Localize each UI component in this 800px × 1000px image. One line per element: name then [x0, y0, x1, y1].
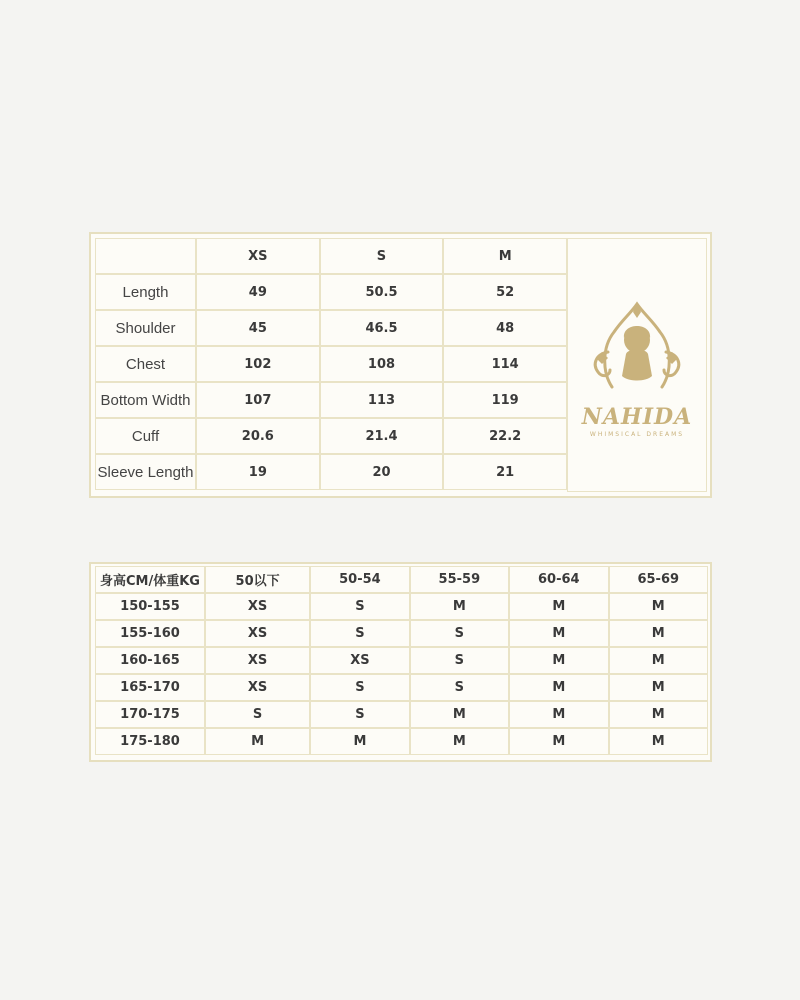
size-header-s: S [320, 238, 444, 274]
measurement-value: 22.2 [443, 418, 567, 454]
size-recommendation: S [410, 674, 509, 701]
size-recommendation: M [509, 728, 608, 755]
measurement-label: Chest [95, 346, 196, 382]
size-recommendation: M [410, 593, 509, 620]
measurement-label: Length [95, 274, 196, 310]
size-recommendation: S [205, 701, 310, 728]
size-recommendation: M [509, 620, 608, 647]
height-weight-header: 身高CM/体重KG [95, 566, 205, 593]
measurement-label: Sleeve Length [95, 454, 196, 490]
measurement-value: 113 [320, 382, 444, 418]
logo-wordmark: NAHIDA [581, 404, 693, 430]
measurement-value: 114 [443, 346, 567, 382]
table-row [95, 346, 567, 382]
measurement-label: Cuff [95, 418, 196, 454]
fit-chart-table [95, 566, 708, 755]
measurement-value: 52 [443, 274, 567, 310]
size-recommendation: M [509, 674, 608, 701]
measurement-value: 19 [196, 454, 320, 490]
size-recommendation: S [310, 674, 409, 701]
weight-range-header: 65-69 [609, 566, 709, 593]
size-recommendation: XS [205, 620, 310, 647]
table-row [95, 728, 708, 755]
measurement-value: 46.5 [320, 310, 444, 346]
table-row [95, 274, 567, 310]
weight-range-header: 60-64 [509, 566, 608, 593]
table-row [95, 701, 708, 728]
height-range-label: 170-175 [95, 701, 205, 728]
fit-chart-card [89, 562, 712, 762]
table-row [95, 310, 567, 346]
weight-range-header: 50-54 [310, 566, 409, 593]
table-row [95, 454, 567, 490]
size-header-m: M [443, 238, 567, 274]
measurement-value: 20.6 [196, 418, 320, 454]
size-recommendation: M [609, 701, 709, 728]
height-range-label: 160-165 [95, 647, 205, 674]
size-recommendation: M [509, 647, 608, 674]
weight-range-header: 50以下 [205, 566, 310, 593]
measurement-value: 45 [196, 310, 320, 346]
weight-range-header: 55-59 [410, 566, 509, 593]
measurement-value: 20 [320, 454, 444, 490]
table-row [95, 674, 708, 701]
size-recommendation: S [410, 647, 509, 674]
size-recommendation: XS [205, 647, 310, 674]
size-recommendation: M [609, 728, 709, 755]
size-recommendation: M [509, 701, 608, 728]
table-row [95, 620, 708, 647]
height-range-label: 155-160 [95, 620, 205, 647]
measurement-value: 107 [196, 382, 320, 418]
size-recommendation: XS [310, 647, 409, 674]
size-header-xs: XS [196, 238, 320, 274]
size-recommendation: XS [205, 674, 310, 701]
measurement-value: 21.4 [320, 418, 444, 454]
size-recommendation: M [310, 728, 409, 755]
size-recommendation: M [609, 674, 709, 701]
nahida-emblem-icon [582, 292, 692, 402]
size-recommendation: XS [205, 593, 310, 620]
measurement-value: 48 [443, 310, 567, 346]
logo-subtitle: WHIMSICAL DREAMS [589, 431, 685, 438]
size-recommendation: M [410, 728, 509, 755]
measurement-value: 102 [196, 346, 320, 382]
size-recommendation: S [310, 701, 409, 728]
measurement-value: 119 [443, 382, 567, 418]
measurement-value: 108 [320, 346, 444, 382]
measurement-value: 50.5 [320, 274, 444, 310]
measurement-value: 49 [196, 274, 320, 310]
size-recommendation: M [609, 620, 709, 647]
size-recommendation: M [509, 593, 608, 620]
size-recommendation: M [609, 593, 709, 620]
measurement-label: Bottom Width [95, 382, 196, 418]
table-row [95, 382, 567, 418]
character-logo-panel [567, 238, 707, 492]
size-recommendation: M [410, 701, 509, 728]
fit-chart-header-row [95, 566, 708, 593]
measurement-label: Shoulder [95, 310, 196, 346]
measurement-value: 21 [443, 454, 567, 490]
height-range-label: 175-180 [95, 728, 205, 755]
table-row [95, 593, 708, 620]
size-chart-header-row [95, 238, 567, 274]
size-chart-table [95, 238, 567, 490]
size-recommendation: S [410, 620, 509, 647]
table-row [95, 418, 567, 454]
height-range-label: 165-170 [95, 674, 205, 701]
size-recommendation: S [310, 620, 409, 647]
size-chart-card [89, 232, 712, 498]
size-recommendation: S [310, 593, 409, 620]
size-chart-corner-cell [95, 238, 196, 274]
height-range-label: 150-155 [95, 593, 205, 620]
size-recommendation: M [205, 728, 310, 755]
size-recommendation: M [609, 647, 709, 674]
table-row [95, 647, 708, 674]
